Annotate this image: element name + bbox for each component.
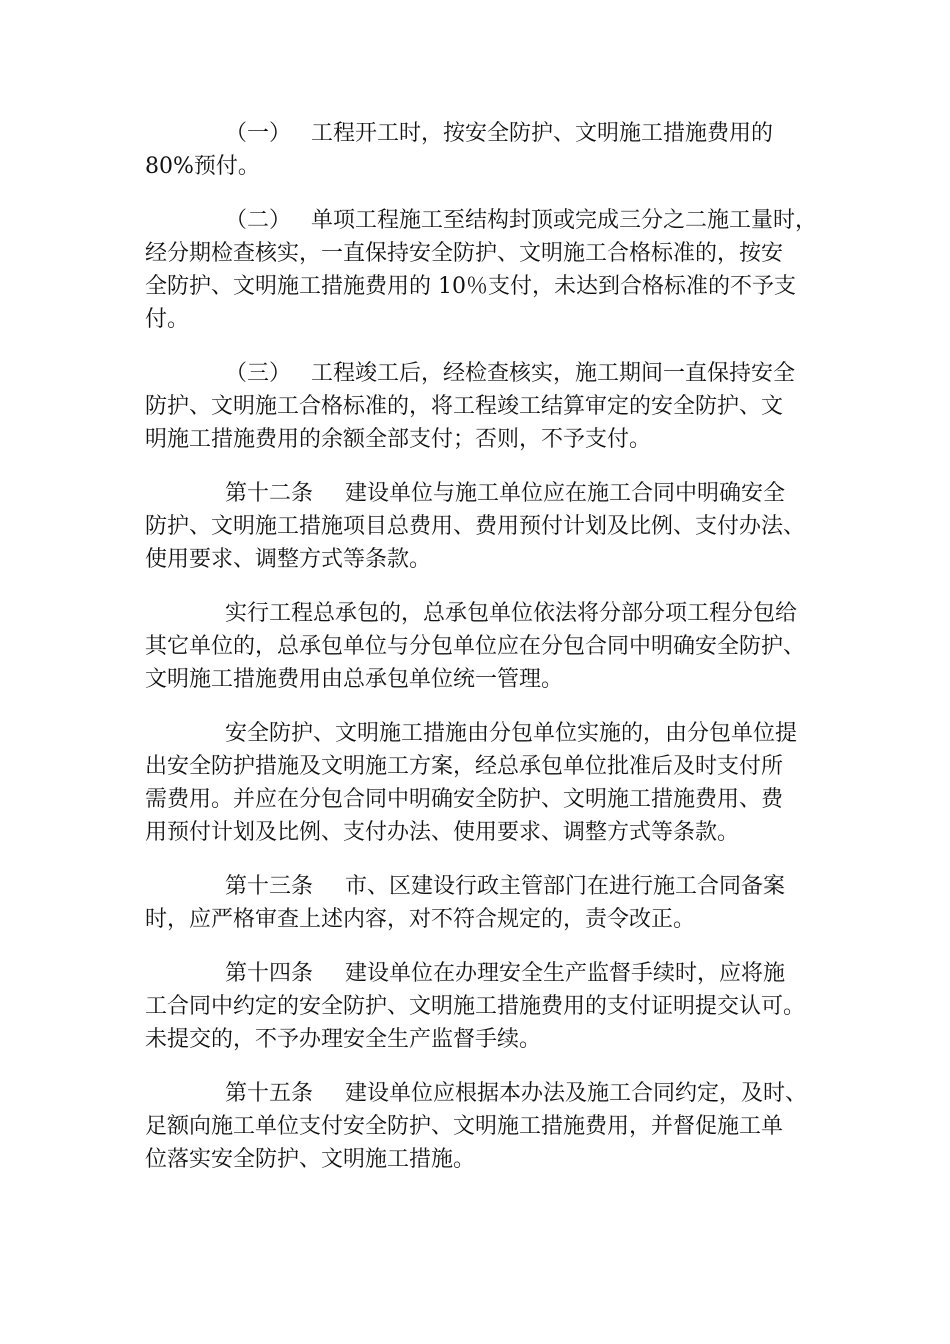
article-paragraph — [145, 870, 810, 936]
item-number: （三） — [225, 361, 292, 386]
text-line — [145, 957, 810, 990]
text-line — [145, 477, 810, 510]
line-text: 建设单位与施工单位应在施工合同中明确安全 — [345, 481, 786, 506]
article-number: 第十二条 — [225, 481, 314, 506]
line-text: 单项工程施工至结构封顶或完成三分之二施工量时， — [311, 208, 818, 233]
text-line: 位落实安全防护、文明施工措施。 — [145, 1147, 476, 1172]
document-body — [145, 117, 818, 1197]
text-line: 足额向施工单位支付安全防护、文明施工措施费用，并督促施工单 — [145, 1114, 784, 1139]
text-line — [145, 1077, 810, 1110]
article-number: 第十三条 — [225, 874, 314, 899]
text-line: 明施工措施费用的余额全部支付；否则，不予支付。 — [145, 427, 652, 452]
article-number: 第十四条 — [225, 961, 314, 986]
line-text: 工程竣工后，经检查核实，施工期间一直保持安全 — [311, 361, 796, 386]
text-line: 安全防护、文明施工措施由分包单位实施的，由分包单位提 — [225, 721, 798, 746]
text-line: 防护、文明施工措施项目总费用、费用预付计划及比例、支付办法、 — [145, 514, 806, 539]
text-line: 未提交的，不予办理安全生产监督手续。 — [145, 1027, 542, 1052]
article-paragraph — [145, 477, 810, 576]
text-line: 需费用。并应在分包合同中明确安全防护、文明施工措施费用、费 — [145, 787, 784, 812]
line-text: 工程开工时，按安全防护、文明施工措施费用的 — [311, 121, 774, 146]
body-paragraph — [145, 597, 810, 696]
text-line: 出安全防护措施及文明施工方案，经总承包单位批准后及时支付所 — [145, 754, 784, 779]
text-line: 文明施工措施费用由总承包单位统一管理。 — [145, 667, 564, 692]
text-line — [145, 357, 810, 390]
article-paragraph — [145, 1077, 810, 1176]
body-paragraph — [145, 717, 810, 849]
text-line: 使用要求、调整方式等条款。 — [145, 547, 432, 572]
article-number: 第十五条 — [225, 1081, 314, 1106]
text-line — [145, 204, 818, 237]
text-line: 用预付计划及比例、支付办法、使用要求、调整方式等条款。 — [145, 820, 740, 845]
clause-paragraph — [145, 204, 818, 336]
text-line: 全防护、文明施工措施费用的 10％支付，未达到合格标准的不予支 — [145, 274, 796, 299]
text-line: 时，应严格审查上述内容，对不符合规定的，责令改正。 — [145, 907, 696, 932]
text-line: 经分期检查核实，一直保持安全防护、文明施工合格标准的，按安 — [145, 241, 784, 266]
text-line: 付。 — [145, 307, 190, 332]
text-line: 80%预付。 — [145, 154, 260, 179]
line-text: 建设单位在办理安全生产监督手续时，应将施 — [345, 961, 786, 986]
article-paragraph — [145, 957, 810, 1056]
text-line: 实行工程总承包的，总承包单位依法将分部分项工程分包给 — [225, 601, 798, 626]
item-number: （一） — [225, 121, 292, 146]
text-line — [145, 117, 810, 150]
line-text: 市、区建设行政主管部门在进行施工合同备案 — [345, 874, 786, 899]
text-line — [145, 870, 810, 903]
text-line: 工合同中约定的安全防护、文明施工措施费用的支付证明提交认可。 — [145, 994, 806, 1019]
clause-paragraph — [145, 357, 810, 456]
text-line: 其它单位的，总承包单位与分包单位应在分包合同中明确安全防护、 — [145, 634, 806, 659]
text-line: 防护、文明施工合格标准的，将工程竣工结算审定的安全防护、文 — [145, 394, 784, 419]
line-text: 建设单位应根据本办法及施工合同约定，及时、 — [345, 1081, 808, 1106]
clause-paragraph — [145, 117, 810, 183]
item-number: （二） — [225, 208, 292, 233]
